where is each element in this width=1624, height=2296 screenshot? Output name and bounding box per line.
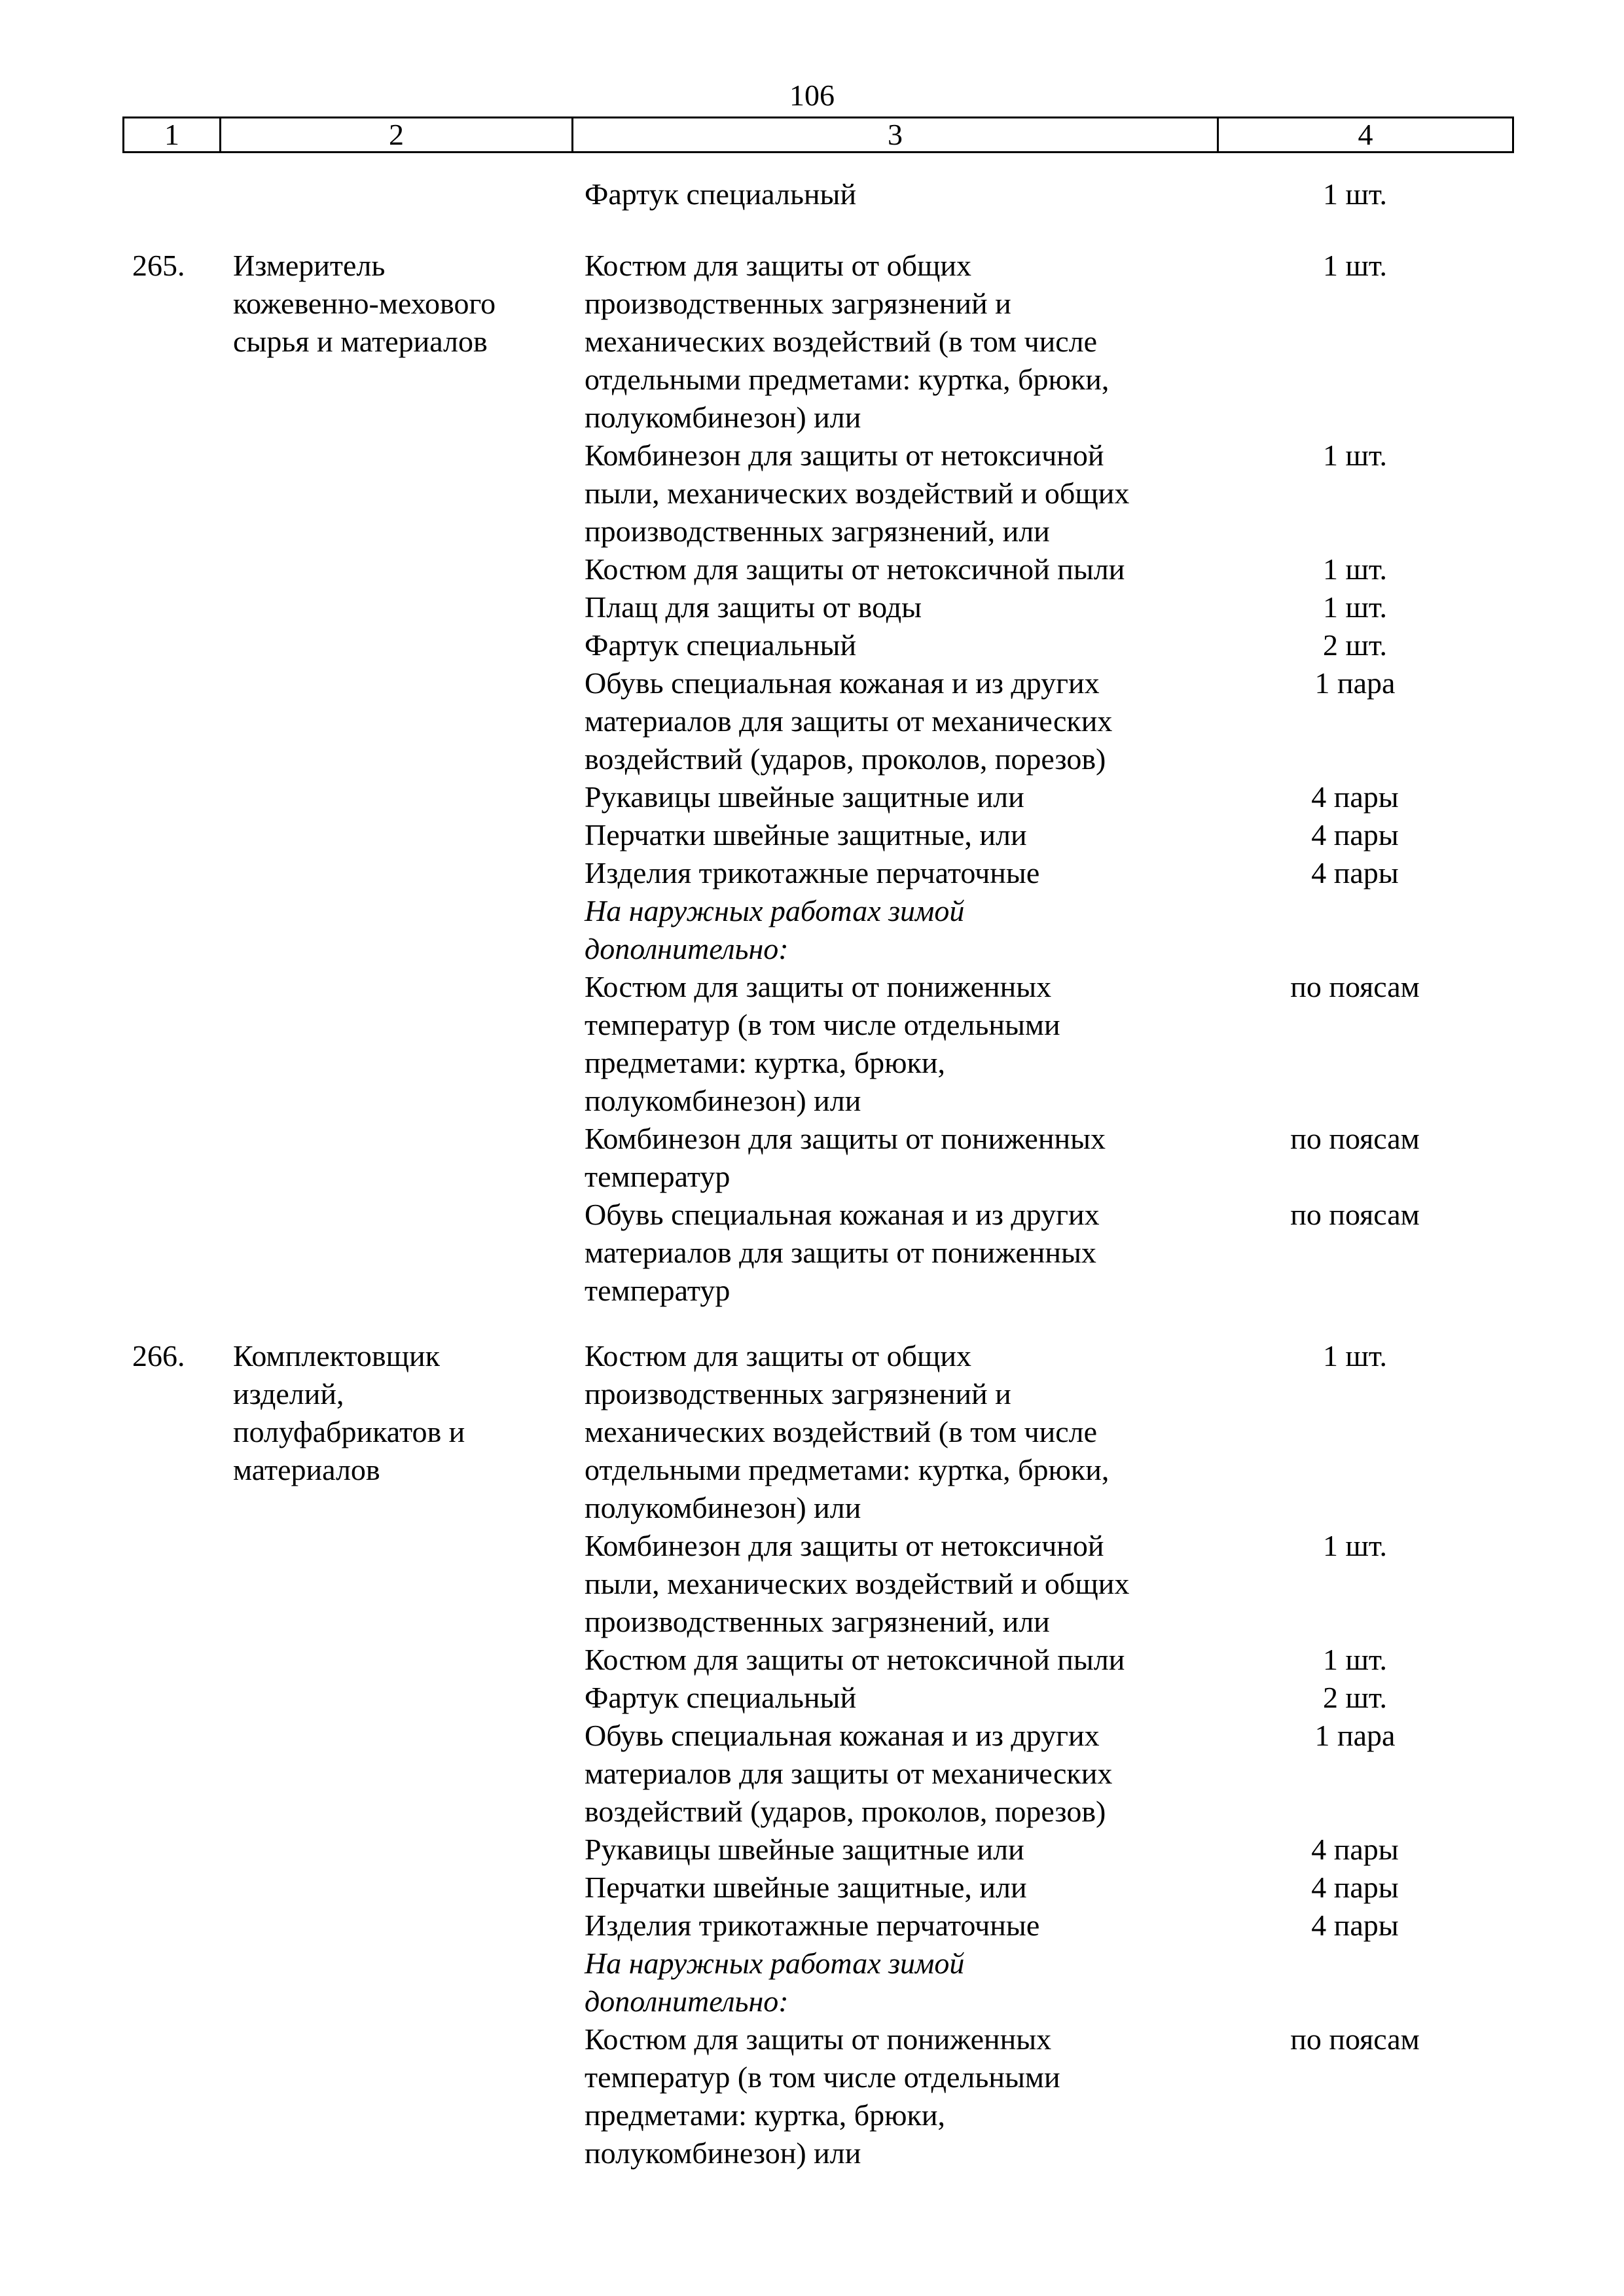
- item-line: производственных загрязнений и: [585, 1377, 1011, 1410]
- item-line: производственных загрязнений, или: [585, 514, 1050, 548]
- section-note: На наружных работах зимой: [585, 894, 965, 927]
- item-line: Обувь специальная кожаная и из других: [585, 1198, 1100, 1231]
- entry-266-title-line: полуфабрикатов и: [233, 1415, 465, 1448]
- item-line: Перчатки швейные защитные, или: [585, 818, 1027, 852]
- item-line: пыли, механических воздействий и общих: [585, 1567, 1130, 1600]
- item-qty: 1 шт.: [1322, 249, 1388, 282]
- item-line: отдельными предметами: куртка, брюки,: [585, 1453, 1110, 1486]
- item-line: Фартук специальный: [585, 1681, 857, 1714]
- item-line: температур: [585, 1160, 731, 1193]
- item-qty: по поясам: [1290, 2022, 1420, 2056]
- intro-qty: 1 шт.: [1322, 177, 1388, 211]
- section-note: дополнительно:: [585, 1984, 789, 2018]
- item-line: Обувь специальная кожаная и из других: [585, 666, 1100, 700]
- item-qty: 4 пары: [1311, 1833, 1399, 1866]
- item-line: Комбинезон для защиты от нетоксичной: [585, 439, 1104, 472]
- item-line: Изделия трикотажные перчаточные: [585, 1909, 1040, 1942]
- item-line: Костюм для защиты от пониженных: [585, 970, 1052, 1003]
- item-line: предметами: куртка, брюки,: [585, 2098, 945, 2132]
- item-line: температур (в том числе отдельными: [585, 1008, 1060, 1041]
- item-line: Комбинезон для защиты от нетоксичной: [585, 1529, 1104, 1562]
- item-qty: 2 шт.: [1322, 628, 1388, 662]
- item-line: материалов для защиты от механических: [585, 704, 1113, 738]
- item-line: полукомбинезон) или: [585, 1084, 861, 1117]
- column-header-2: 2: [221, 118, 573, 151]
- item-qty: 4 пары: [1311, 1871, 1399, 1904]
- item-line: Костюм для защиты от общих: [585, 1339, 972, 1372]
- item-qty: 1 шт.: [1322, 552, 1388, 586]
- column-header-3: 3: [573, 118, 1219, 151]
- item-line: Костюм для защиты от нетоксичной пыли: [585, 552, 1125, 586]
- section-note: На наружных работах зимой: [585, 1946, 965, 1980]
- item-qty: 1 шт.: [1322, 1529, 1388, 1562]
- item-line: механических воздействий (в том числе: [585, 325, 1098, 358]
- item-line: материалов для защиты от пониженных: [585, 1236, 1096, 1269]
- entry-265-title-line: сырья и материалов: [233, 325, 488, 358]
- item-line: материалов для защиты от механических: [585, 1757, 1113, 1790]
- entry-265-number: 265.: [132, 249, 185, 282]
- item-line: отдельными предметами: куртка, брюки,: [585, 363, 1110, 396]
- item-line: полукомбинезон) или: [585, 401, 861, 434]
- item-qty: 1 шт.: [1322, 1339, 1388, 1372]
- column-header-1: 1: [124, 118, 221, 151]
- item-qty: 4 пары: [1311, 856, 1399, 889]
- item-line: Комбинезон для защиты от пониженных: [585, 1122, 1106, 1155]
- item-line: воздействий (ударов, проколов, порезов): [585, 742, 1106, 776]
- item-qty: 4 пары: [1311, 818, 1399, 852]
- item-qty: 1 пара: [1314, 666, 1396, 700]
- item-qty: по поясам: [1290, 1122, 1420, 1155]
- table-header: [122, 117, 1514, 153]
- item-line: Изделия трикотажные перчаточные: [585, 856, 1040, 889]
- item-qty: 1 пара: [1314, 1719, 1396, 1752]
- item-line: полукомбинезон) или: [585, 2136, 861, 2170]
- intro-item: Фартук специальный: [585, 177, 857, 211]
- item-line: производственных загрязнений и: [585, 287, 1011, 320]
- entry-266-title-line: изделий,: [233, 1377, 344, 1410]
- item-line: полукомбинезон) или: [585, 1491, 861, 1524]
- item-qty: 2 шт.: [1322, 1681, 1388, 1714]
- section-note: дополнительно:: [585, 932, 789, 965]
- item-line: Рукавицы швейные защитные или: [585, 780, 1024, 814]
- item-line: предметами: куртка, брюки,: [585, 1046, 945, 1079]
- entry-266-title-line: Комплектовщик: [233, 1339, 440, 1372]
- item-line: производственных загрязнений, или: [585, 1605, 1050, 1638]
- item-line: Костюм для защиты от пониженных: [585, 2022, 1052, 2056]
- item-qty: 4 пары: [1311, 780, 1399, 814]
- item-qty: 4 пары: [1311, 1909, 1399, 1942]
- page-number: 106: [789, 79, 835, 112]
- entry-265-title-line: Измеритель: [233, 249, 386, 282]
- item-qty: по поясам: [1290, 1198, 1420, 1231]
- item-line: механических воздействий (в том числе: [585, 1415, 1098, 1448]
- item-line: Обувь специальная кожаная и из других: [585, 1719, 1100, 1752]
- item-line: температур (в том числе отдельными: [585, 2060, 1060, 2094]
- item-line: Рукавицы швейные защитные или: [585, 1833, 1024, 1866]
- item-qty: по поясам: [1290, 970, 1420, 1003]
- item-qty: 1 шт.: [1322, 439, 1388, 472]
- item-line: температур: [585, 1274, 731, 1307]
- item-line: Плащ для защиты от воды: [585, 590, 922, 624]
- item-qty: 1 шт.: [1322, 590, 1388, 624]
- item-line: Костюм для защиты от общих: [585, 249, 972, 282]
- entry-266-title-line: материалов: [233, 1453, 380, 1486]
- item-line: воздействий (ударов, проколов, порезов): [585, 1795, 1106, 1828]
- item-line: пыли, механических воздействий и общих: [585, 476, 1130, 510]
- item-qty: 1 шт.: [1322, 1643, 1388, 1676]
- entry-266-number: 266.: [132, 1339, 185, 1372]
- item-line: Костюм для защиты от нетоксичной пыли: [585, 1643, 1125, 1676]
- item-line: Перчатки швейные защитные, или: [585, 1871, 1027, 1904]
- entry-265-title-line: кожевенно-мехового: [233, 287, 496, 320]
- item-line: Фартук специальный: [585, 628, 857, 662]
- column-header-4: 4: [1358, 118, 1373, 151]
